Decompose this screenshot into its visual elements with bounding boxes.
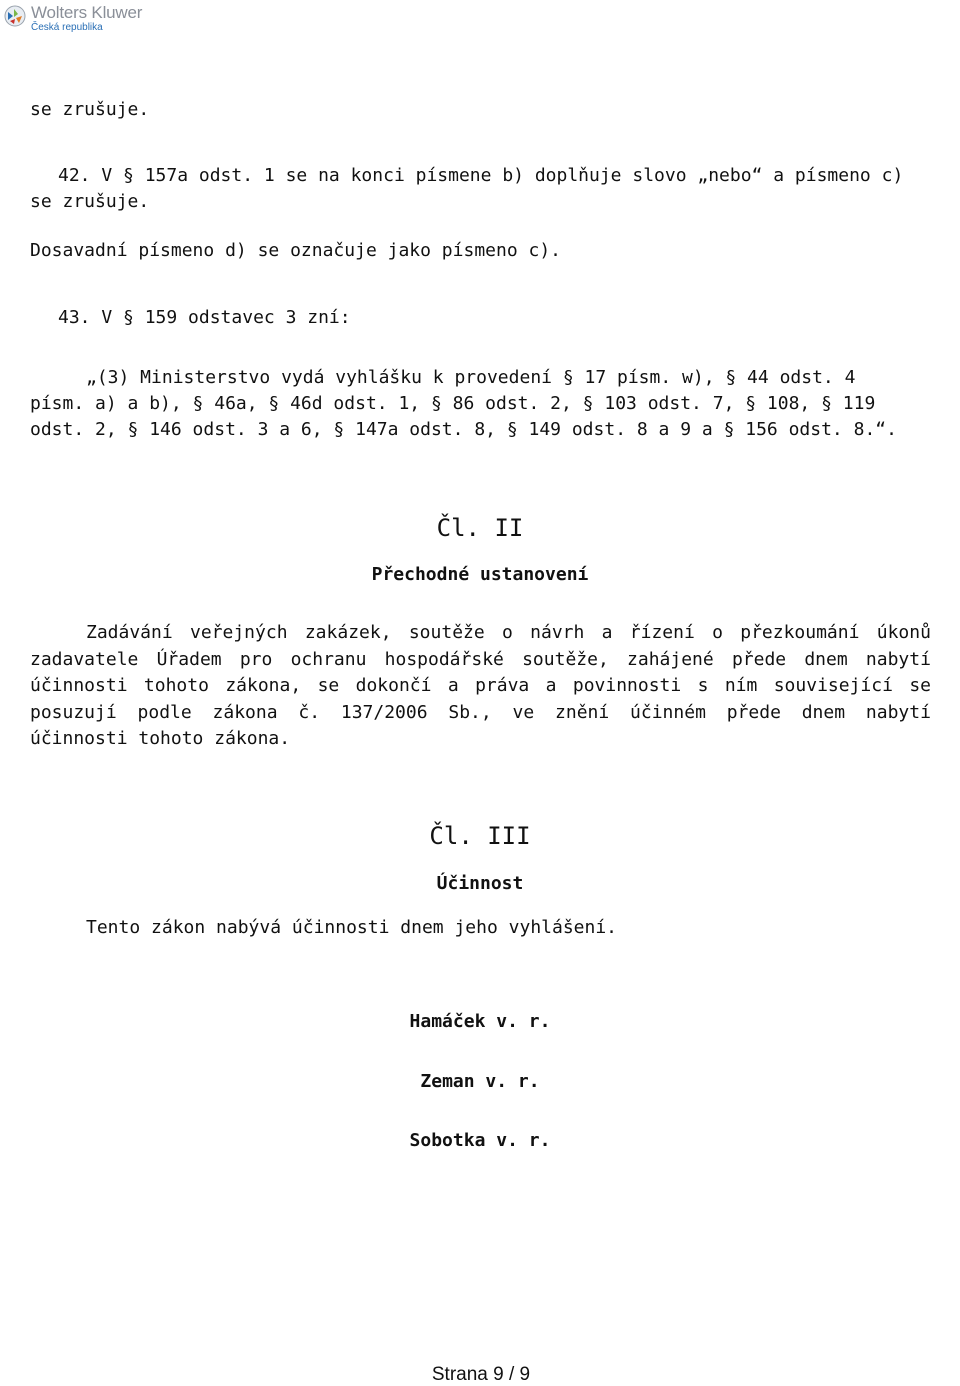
quote-line-3: odst. 2, § 146 odst. 3 a 6, § 147a odst. 8, § 149 odst. 8 a 9 a § 156 odst. 8.“. xyxy=(30,419,897,440)
item-43: 43. V § 159 odstavec 3 zní: xyxy=(58,307,351,328)
article-3-heading: Čl. III xyxy=(429,822,531,850)
quote-line-2: písm. a) a b), § 46a, § 46d odst. 1, § 86 odst. 2, § 103 odst. 7, § 108, § 119 xyxy=(30,393,876,414)
article-3-text: Tento zákon nabývá účinnosti dnem jeho vyhlášení. xyxy=(86,917,618,938)
signature-zeman: Zeman v. r. xyxy=(420,1071,540,1092)
article-2-line-1: Zadávání veřejných zakázek, soutěže o návrh a řízení o přezkoumání úkonů xyxy=(86,622,931,643)
signature-sobotka: Sobotka v. r. xyxy=(409,1130,551,1151)
brand-name: Wolters Kluwer xyxy=(31,3,143,22)
item-42-line-3: Dosavadní písmeno d) se označuje jako písmeno c). xyxy=(30,240,562,261)
wolters-kluwer-logo xyxy=(4,4,142,34)
body-line-se-zrusuje: se zrušuje. xyxy=(30,99,150,120)
globe-logo-icon xyxy=(4,5,26,27)
item-42-line-2: se zrušuje. xyxy=(30,191,150,212)
article-3-title: Účinnost xyxy=(436,873,524,894)
article-2-line-3: účinnosti tohoto zákona, se dokončí a práva a povinnosti s ním související se xyxy=(30,675,931,696)
item-42-line-1: 42. V § 157a odst. 1 se na konci písmene b) doplňuje slovo „nebo“ a písmeno c) xyxy=(58,165,904,186)
signature-hamacek: Hamáček v. r. xyxy=(409,1011,551,1032)
quote-line-1: „(3) Ministerstvo vydá vyhlášku k provedení § 17 písm. w), § 44 odst. 4 xyxy=(86,367,856,388)
article-2-title: Přechodné ustanovení xyxy=(371,564,589,585)
article-2-line-4: posuzují podle zákona č. 137/2006 Sb., ve znění účinném přede dnem nabytí xyxy=(30,701,931,723)
article-2-line-2: zadavatele Úřadem pro ochranu hospodářské soutěže, zahájené přede dnem nabytí xyxy=(30,648,931,670)
page-number: Strana 9 / 9 xyxy=(431,1364,531,1385)
article-2-paragraph xyxy=(30,620,931,753)
article-2-line-5: účinnosti tohoto zákona. xyxy=(30,728,291,749)
brand-region: Česká republika xyxy=(31,22,103,33)
article-2-heading: Čl. II xyxy=(436,514,524,542)
